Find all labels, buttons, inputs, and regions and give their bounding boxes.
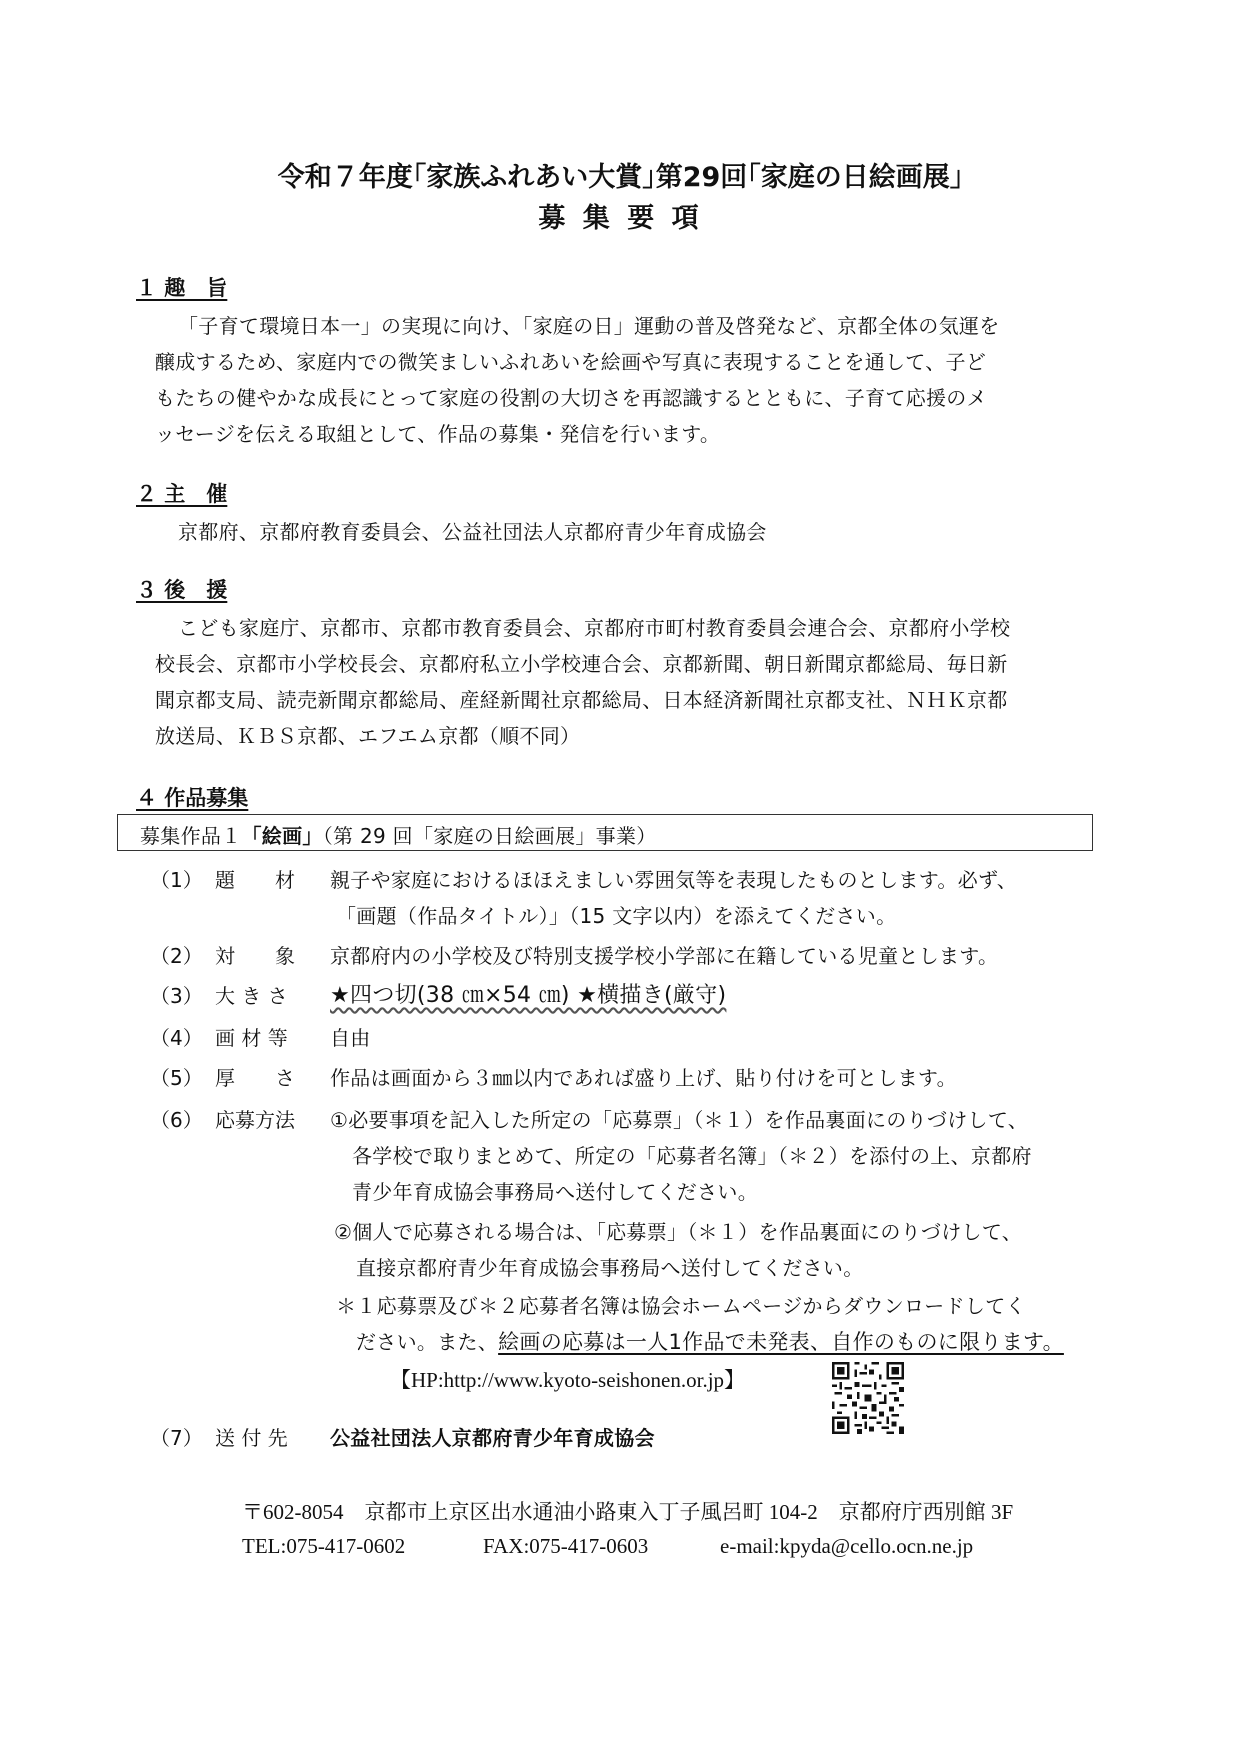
item-number: （5） xyxy=(150,1066,203,1090)
sponsors-line: 聞京都支局、読売新聞京都総局、産経新聞社京都総局、日本経済新聞社京都支社、ＮＨＫ京都 xyxy=(155,688,1008,712)
apply-line: ①必要事項を記入した所定の「応募票」（＊１）を作品裏面にのりづけして、 xyxy=(330,1108,1029,1132)
apply-note-restriction: 絵画の応募は一人1作品で未発表、自作のものに限ります。 xyxy=(498,1330,1064,1354)
contact-email[interactable]: e-mail:kpyda@cello.ocn.ne.jp xyxy=(720,1534,974,1558)
entry-category-text xyxy=(140,820,657,849)
item-number: （3） xyxy=(150,984,203,1008)
section-heading-entries: ４ 作品募集 xyxy=(136,786,249,810)
item-number: （1） xyxy=(150,868,203,892)
entry-category-name: 「絵画」 xyxy=(241,824,323,848)
apply-note-line xyxy=(356,1326,1064,1356)
item-size-text: ★四つ切(38 ㎝×54 ㎝) ★横描き(厳守) xyxy=(330,983,727,1008)
apply-line: 直接京都府青少年育成協会事務局へ送付してください。 xyxy=(356,1256,864,1280)
item-label-materials: 画 材 等 xyxy=(215,1026,288,1050)
section-heading-organizer: ２ 主 催 xyxy=(136,482,228,506)
purpose-line: ッセージを伝える取組として、作品の募集・発信を行います。 xyxy=(155,422,721,446)
item-thickness-text: 作品は画面から３㎜以内であれば盛り上げ、貼り付けを可とします。 xyxy=(330,1066,957,1090)
entry-category-suffix: （第 29 回「家庭の日絵画展」事業） xyxy=(322,824,657,848)
contact-tel: TEL:075-417-0602 xyxy=(242,1534,406,1558)
purpose-line: もたちの健やかな成長にとって家庭の役割の大切さを再認識するとともに、子育て応援のメ xyxy=(155,386,987,410)
document-title: 令和７年度｢家族ふれあい大賞｣第29回｢家庭の日絵画展｣ xyxy=(277,162,964,193)
document-subtitle: 募 集 要 項 xyxy=(538,203,703,234)
item-label-send-to: 送 付 先 xyxy=(215,1426,288,1450)
item-number: （2） xyxy=(150,944,203,968)
purpose-line: 「子育て環境日本一」の実現に向け、「家庭の日」運動の普及啓発など、京都全体の気運を xyxy=(178,314,1000,338)
item-materials-text: 自由 xyxy=(330,1026,371,1050)
item-target-text: 京都府内の小学校及び特別支援学校小学部に在籍している児童とします。 xyxy=(330,944,999,968)
organizer-text: 京都府、京都府教育委員会、公益社団法人京都府青少年育成協会 xyxy=(178,520,767,544)
apply-line: ②個人で応募される場合は、「応募票」（＊１）を作品裏面にのりづけして、 xyxy=(334,1220,1023,1244)
qr-code-icon xyxy=(832,1362,904,1434)
contact-address: 〒602-8054 京都市上京区出水通油小路東入丁子風呂町 104-2 京都府庁西別館 3F xyxy=(242,1500,1014,1524)
item-label-target: 対 象 xyxy=(215,944,295,968)
section-heading-sponsors: ３ 後 援 xyxy=(136,578,228,602)
apply-note-prefix: ださい。また、 xyxy=(356,1330,499,1354)
homepage-url[interactable]: 【HP:http://www.kyoto-seishonen.or.jp】 xyxy=(390,1368,746,1392)
contact-fax: FAX:075-417-0603 xyxy=(483,1534,649,1558)
entry-category-prefix: 募集作品１ xyxy=(140,824,242,848)
apply-note-line: ＊１応募票及び＊２応募者名簿は協会ホームページからダウンロードしてく xyxy=(336,1294,1026,1318)
sponsors-line: 放送局、ＫＢＳ京都、エフエム京都（順不同） xyxy=(155,724,581,748)
item-label-size: 大 き さ xyxy=(215,984,288,1008)
item-number: （6） xyxy=(150,1108,203,1132)
apply-line: 各学校で取りまとめて、所定の「応募者名簿」（＊２）を添付の上、京都府 xyxy=(352,1144,1032,1168)
item-number: （7） xyxy=(150,1426,203,1450)
item-theme-line: 「画題（作品タイトル）」（15 文字以内）を添えてください。 xyxy=(336,904,897,928)
item-send-to-text: 公益社団法人京都府青少年育成協会 xyxy=(330,1426,655,1450)
sponsors-line: 校長会、京都市小学校長会、京都府私立小学校連合会、京都新聞、朝日新聞京都総局、毎日新 xyxy=(155,652,1008,676)
item-label-how-to-apply: 応募方法 xyxy=(215,1108,295,1132)
apply-line: 青少年育成協会事務局へ送付してください。 xyxy=(352,1180,758,1204)
item-number: （4） xyxy=(150,1026,203,1050)
item-label-theme: 題 材 xyxy=(215,868,295,892)
sponsors-line: こども家庭庁、京都市、京都市教育委員会、京都府市町村教育委員会連合会、京都府小学校 xyxy=(178,616,1011,640)
item-theme-line: 親子や家庭におけるほほえましい雰囲気等を表現したものとします。必ず、 xyxy=(330,868,1017,892)
item-label-thickness: 厚 さ xyxy=(215,1066,295,1090)
purpose-line: 醸成するため、家庭内での微笑ましいふれあいを絵画や写真に表現することを通して、子ど xyxy=(155,350,987,374)
section-heading-purpose: １ 趣 旨 xyxy=(136,276,228,300)
